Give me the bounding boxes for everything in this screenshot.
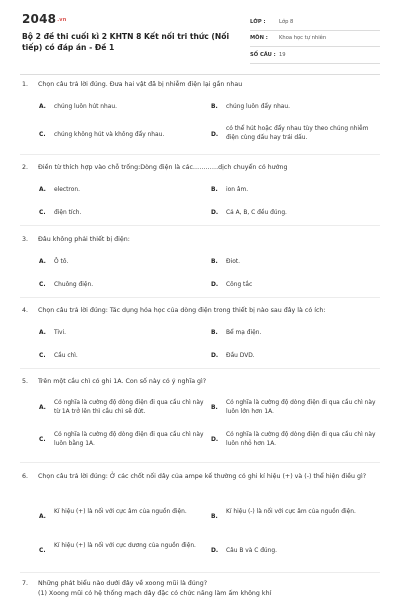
option-text: electron.	[54, 187, 80, 193]
option-text: Công tắc	[226, 282, 253, 288]
question-text: Đâu không phải thiết bị điện:	[38, 236, 130, 243]
question-number: 7.	[22, 580, 29, 587]
option-text: chúng không hút và không đẩy nhau.	[54, 132, 165, 138]
question-text: Chọn câu trả lời đúng. Đưa hai vật đã bị nhiễm điện lại gần nhau	[38, 81, 243, 88]
question-number: 1.	[22, 81, 29, 88]
question-text: Điền từ thích hợp vào chỗ trống:Dòng điện là các…………dịch chuyển có hướng	[38, 164, 288, 171]
option-text: Chuông điện.	[54, 282, 94, 288]
option-text: Bể mạ điện.	[226, 330, 262, 336]
option-letter: D.	[211, 548, 219, 554]
option-text: Ô tô.	[54, 259, 69, 265]
question-divider	[20, 154, 380, 155]
option-letter: C.	[39, 132, 46, 138]
option-text: Kí hiệu (+) là nối với cực dương của nguồn điện.	[54, 543, 196, 549]
option-text: Có nghĩa là cường độ dòng điện đi qua cầu chì này luôn bằng 1A.	[54, 432, 204, 447]
option-letter: C.	[39, 548, 46, 554]
option-text: Có nghĩa là cường độ dòng điện đi qua cầu chì này luôn nhỏ hơn 1A.	[226, 432, 376, 447]
option-letter: C.	[39, 353, 46, 359]
option-letter: D.	[211, 437, 219, 443]
option-text: Cầu chì.	[54, 353, 78, 359]
question-stem	[22, 235, 372, 245]
option-letter: D.	[211, 210, 219, 216]
option-text: có thể hút hoặc đẩy nhau tùy theo chúng nhiễm điện cùng dấu hay trái dấu.	[226, 126, 369, 141]
question-divider	[20, 297, 380, 298]
option-letter: C.	[39, 282, 46, 288]
logo-main: 2048	[22, 12, 57, 26]
option-text: Cả A, B, C đều đúng.	[226, 210, 287, 216]
question-number: 4.	[22, 307, 29, 314]
meta-value: Khoa học tự nhiên	[279, 35, 327, 42]
option-text: chúng luôn đẩy nhau.	[226, 104, 291, 110]
option-text: Câu B và C đúng.	[226, 548, 278, 554]
document-meta-table	[250, 14, 380, 64]
option-letter: A.	[39, 405, 46, 411]
option-text: Kí hiệu (-) là nối với cực âm của nguồn điện.	[226, 509, 356, 515]
option-text: Tivi.	[54, 330, 67, 336]
meta-label: SỐ CÂU :	[250, 51, 276, 58]
option-letter: B.	[211, 405, 218, 411]
header-divider	[20, 74, 380, 75]
question-number: 2.	[22, 164, 29, 171]
question-stem	[22, 163, 372, 173]
document-title: Bộ 2 đề thi cuối kì 2 KHTN 8 Kết nối tri thức (Nối tiếp) có đáp án - Đề 1	[22, 32, 230, 52]
site-logo[interactable]	[22, 12, 67, 26]
document-header	[0, 0, 400, 64]
question-text: Những phát biểu nào dưới đây về xoong mũi là đúng?	[38, 580, 208, 587]
option-text: Có nghĩa là cường độ dòng điện đi qua cầu chì này luôn lớn hơn 1A.	[226, 400, 376, 415]
question-number: 3.	[22, 236, 29, 243]
question-stem	[22, 579, 372, 599]
question-statement: (1) Xoong mũi có hệ thống mạch dây đặc có chức năng làm ấm không khí	[38, 590, 272, 597]
question-stem	[22, 306, 372, 316]
question-stem	[22, 80, 372, 90]
option-letter: B.	[211, 187, 218, 193]
option-letter: C.	[39, 210, 46, 216]
meta-value: 19	[279, 51, 286, 58]
option-letter: A.	[39, 514, 46, 520]
question-text: Chọn câu trả lời đúng: Tác dụng hóa học của dòng điện trong thiết bị nào sau đây là có ích:	[38, 307, 326, 314]
question-divider	[20, 368, 380, 369]
option-letter: A.	[39, 104, 46, 110]
question-stem	[22, 377, 372, 387]
option-letter: B.	[211, 514, 218, 520]
question-number: 6.	[22, 473, 29, 480]
option-letter: D.	[211, 353, 219, 359]
option-letter: D.	[211, 282, 219, 288]
option-letter: B.	[211, 330, 218, 336]
option-text: Điot.	[226, 259, 240, 265]
question-divider	[20, 572, 380, 573]
meta-row-question-count	[250, 47, 380, 64]
option-letter: A.	[39, 259, 46, 265]
question-number: 5.	[22, 378, 29, 385]
meta-row-class	[250, 14, 380, 31]
option-letter: C.	[39, 437, 46, 443]
meta-value: Lớp 8	[279, 18, 294, 25]
question-divider	[20, 225, 380, 226]
option-letter: A.	[39, 330, 46, 336]
question-stem	[22, 472, 372, 482]
question-divider	[20, 462, 380, 463]
option-text: Kí hiệu (+) là nối với cực âm của nguồn điện.	[54, 509, 187, 515]
meta-label: LỚP :	[250, 18, 266, 25]
logo-suffix: .vn	[57, 17, 67, 23]
option-letter: B.	[211, 104, 218, 110]
question-text: Trên một cầu chì có ghi 1A. Con số này có ý nghĩa gì?	[38, 378, 207, 385]
meta-row-subject	[250, 31, 380, 48]
option-text: chúng luôn hút nhau.	[54, 104, 117, 110]
meta-label: MÔN :	[250, 35, 268, 42]
question-text: Chọn câu trả lời đúng: Ở các chốt nối dây của ampe kế thường có ghi kí hiệu (+) và (-) thể hiện điều gì?	[38, 473, 367, 480]
option-text: Có nghĩa là cường độ dòng điện đi qua cầu chì này từ 1A trở lên thì cầu chì sẽ đứt.	[54, 400, 204, 415]
option-text: điện tích.	[54, 210, 82, 216]
option-letter: A.	[39, 187, 46, 193]
option-text: ion âm.	[226, 187, 249, 193]
option-letter: D.	[211, 132, 219, 138]
option-letter: B.	[211, 259, 218, 265]
option-text: Đầu DVD.	[226, 353, 255, 359]
